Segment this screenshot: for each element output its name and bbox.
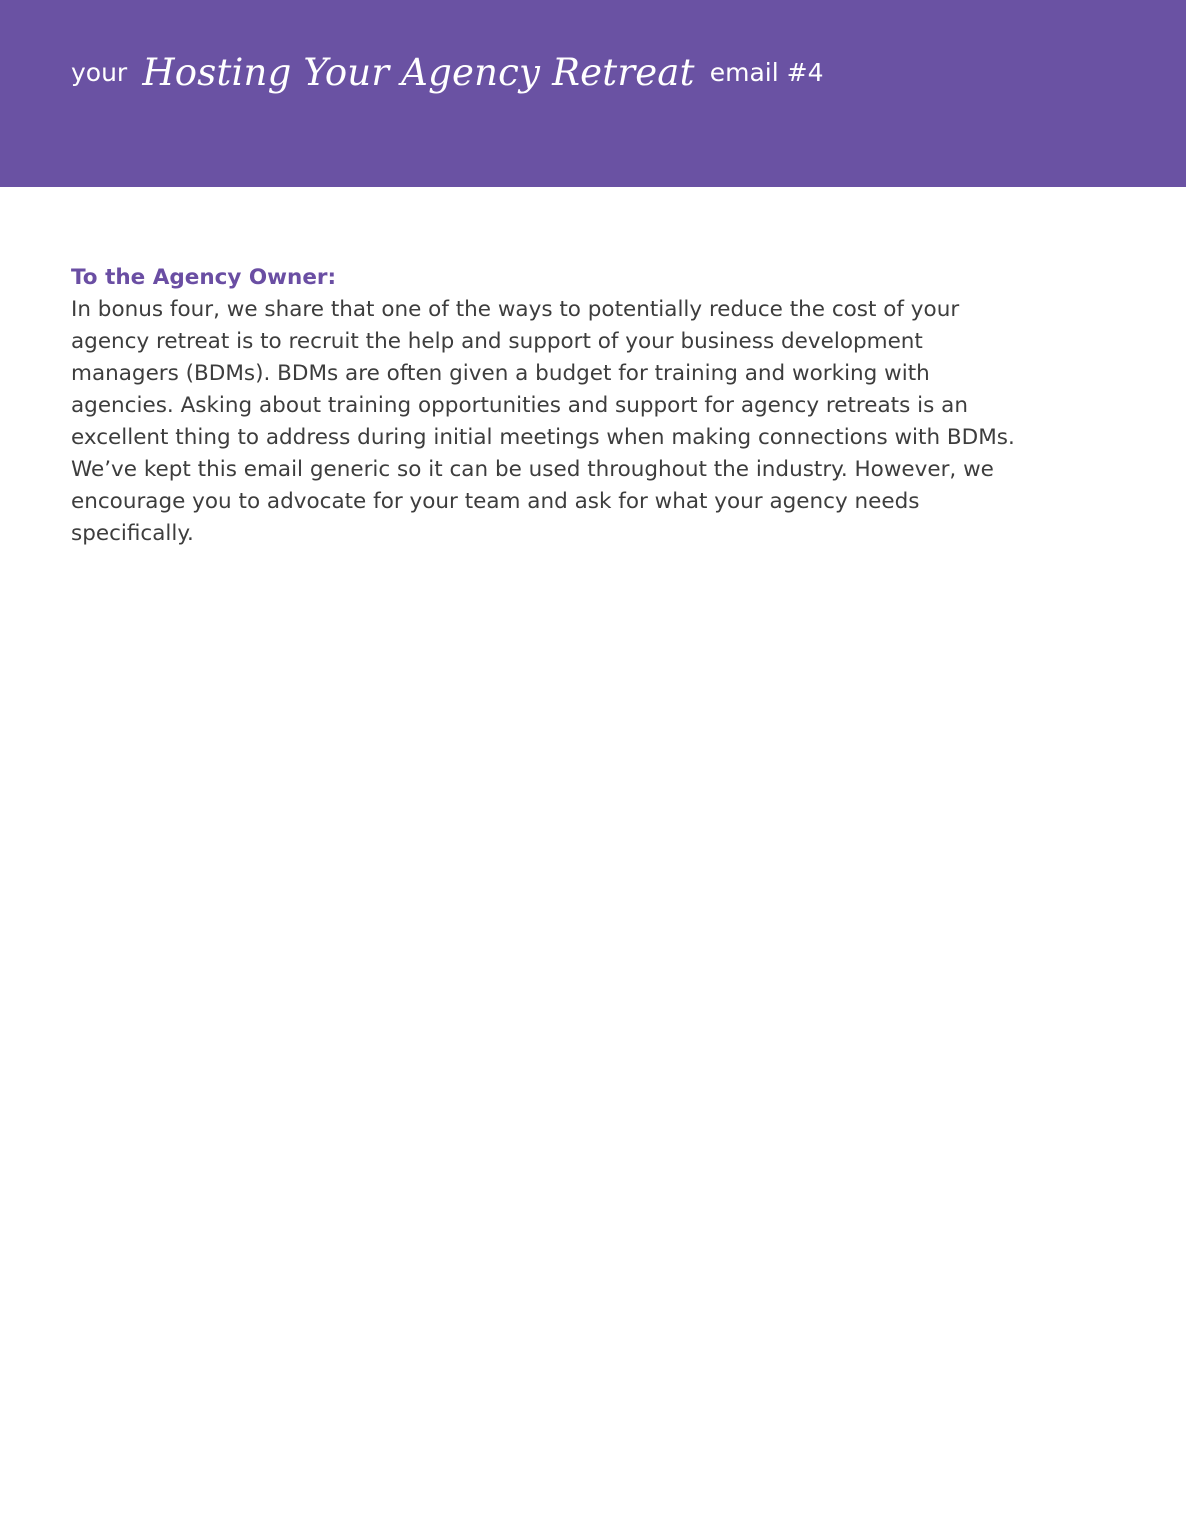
- body-line: We’ve kept this email generic so it can be used throughout the industry. However, we: [71, 457, 994, 482]
- body-line: In bonus four, we share that one of the ways to potentially reduce the cost of your: [71, 297, 960, 322]
- body-line: agency retreat is to recruit the help and support of your business development: [71, 329, 923, 354]
- section-heading: To the Agency Owner:: [71, 265, 337, 290]
- body-line: excellent thing to address during initial meetings when making connections with BDMs.: [71, 425, 1015, 450]
- main-content: [71, 262, 1101, 550]
- header-suffix: email #4: [709, 58, 824, 87]
- body-line: specifically.: [71, 521, 194, 546]
- body-paragraph: [71, 294, 1101, 550]
- body-line: agencies. Asking about training opportunities and support for agency retreats is an: [71, 393, 968, 418]
- header-banner: [0, 0, 1186, 187]
- header-title: [71, 51, 824, 94]
- body-line: encourage you to advocate for your team and ask for what your agency needs: [71, 489, 920, 514]
- body-line: managers (BDMs). BDMs are often given a budget for training and working with: [71, 361, 930, 386]
- header-prefix: your: [71, 58, 128, 87]
- header-script-title: Hosting Your Agency Retreat: [142, 51, 695, 94]
